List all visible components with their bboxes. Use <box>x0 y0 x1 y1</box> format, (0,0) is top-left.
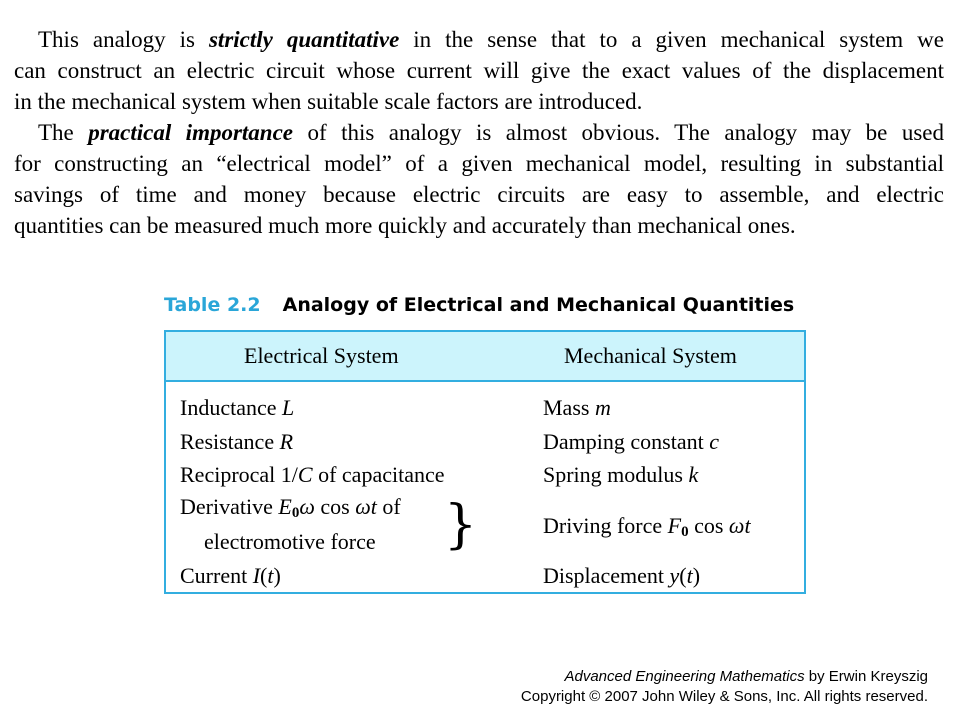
math-var: E <box>278 494 292 519</box>
book-author: by Erwin Kreyszig <box>804 668 928 685</box>
cell-driving-force <box>543 513 751 545</box>
cell-mass <box>543 395 611 421</box>
text-run: ( <box>679 563 687 588</box>
subscript: 0 <box>681 524 689 540</box>
book-title: Advanced Engineering Mathematics <box>564 668 805 685</box>
math-var: k <box>688 462 699 487</box>
math-var: ω <box>299 494 315 519</box>
header-electrical-system: Electrical System <box>244 343 399 368</box>
header-mechanical-system: Mechanical System <box>564 343 737 368</box>
paragraph-analogy-quantitative <box>14 24 944 117</box>
math-var: y <box>669 563 680 588</box>
copyright-footer <box>521 667 928 707</box>
math-var: m <box>594 395 611 420</box>
text-run: Derivative <box>180 494 279 519</box>
table-caption <box>164 294 794 316</box>
text-run: ) <box>273 563 281 588</box>
math-var: L <box>282 395 295 420</box>
text-run: cos <box>314 494 356 519</box>
math-var: t <box>267 563 274 588</box>
text-run: ( <box>260 563 268 588</box>
cell-displacement <box>543 563 700 589</box>
text-run: This analogy is <box>38 27 209 52</box>
math-var: C <box>297 462 313 487</box>
text-run: of capacitance <box>312 462 445 487</box>
text-run: Displacement <box>543 563 670 588</box>
text-run: Reciprocal 1/ <box>180 462 298 487</box>
math-var: I <box>252 563 261 588</box>
brace-symbol: } <box>444 495 478 555</box>
emphasis-text: practical importance <box>88 120 294 145</box>
math-var: ωt <box>728 513 751 538</box>
cell-damping-constant <box>543 429 719 455</box>
text-run: Driving force <box>543 513 668 538</box>
text-run: ) <box>692 563 701 588</box>
paragraph-line: savings of time and money because electric circuits are easy to assemble, and electric <box>14 182 944 207</box>
paragraph-practical-importance <box>14 117 944 241</box>
cell-derivative-emf <box>180 494 401 526</box>
table-number: Table 2.2 <box>164 294 261 316</box>
paragraph-line: can construct an electric circuit whose current will give the exact values of the displacement <box>14 58 944 83</box>
math-var: F <box>667 513 682 538</box>
cell-spring-modulus <box>543 462 698 488</box>
text-run: Resistance <box>180 429 280 454</box>
text-run: Spring modulus <box>543 462 689 487</box>
math-var: c <box>709 429 719 454</box>
footer-book-line <box>521 667 928 687</box>
table-header-row <box>166 332 804 382</box>
copyright-line: Copyright © 2007 John Wiley & Sons, Inc. All rights reserved. <box>520 688 928 705</box>
text-run: Current <box>180 563 253 588</box>
text-run: Inductance <box>180 395 282 420</box>
table-title: Analogy of Electrical and Mechanical Quantities <box>282 294 795 316</box>
paragraph-line: in the mechanical system when suitable scale factors are introduced. <box>14 89 643 114</box>
math-var: t <box>686 563 693 588</box>
cell-electromotive-force: electromotive force <box>204 529 376 554</box>
paragraph-line <box>14 24 944 55</box>
paragraph-line <box>14 117 944 148</box>
paragraph-line: for constructing an “electrical model” of a given mechanical model, resulting in substantial <box>14 151 944 176</box>
math-var: R <box>279 429 294 454</box>
cell-inductance <box>180 395 294 421</box>
analogy-table <box>164 330 806 594</box>
text-run: in the sense that to a given mechanical system we <box>399 27 944 52</box>
text-run: Damping constant <box>543 429 710 454</box>
emphasis-text: strictly quantitative <box>208 27 400 52</box>
text-run: The <box>38 120 89 145</box>
cell-resistance <box>180 429 293 455</box>
cell-current <box>180 563 281 589</box>
text-run: Mass <box>543 395 595 420</box>
paragraph-line: quantities can be measured much more quickly and accurately than mechanical ones. <box>14 213 796 238</box>
text-run: cos <box>688 513 729 538</box>
subscript: 0 <box>291 505 300 521</box>
cell-reciprocal-capacitance <box>180 462 445 488</box>
text-run: of <box>376 494 401 519</box>
text-run: of this analogy is almost obvious. The analogy may be used <box>293 120 944 145</box>
math-var: ωt <box>355 494 377 519</box>
